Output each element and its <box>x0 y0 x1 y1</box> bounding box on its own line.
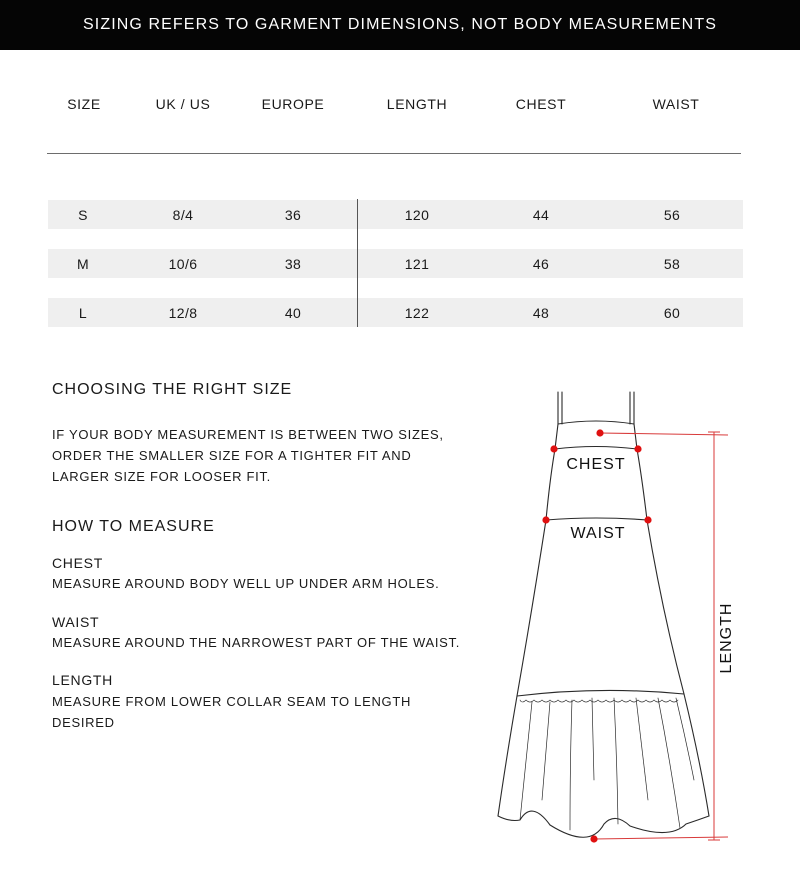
cell-size: M <box>76 256 90 272</box>
collar-marker <box>596 429 603 436</box>
header-chest: CHEST <box>515 96 567 112</box>
length-line: DESIRED <box>52 715 115 730</box>
table-row <box>48 200 743 229</box>
chest-title: CHEST <box>52 555 103 571</box>
cell-uk-us: 10/6 <box>168 256 198 272</box>
chest-left-marker <box>550 445 557 452</box>
chest-label: CHEST <box>566 456 626 473</box>
header-uk-us: UK / US <box>155 96 211 112</box>
choosing-line: ORDER THE SMALLER SIZE FOR A TIGHTER FIT AND <box>52 448 412 463</box>
chest-line: MEASURE AROUND BODY WELL UP UNDER ARM HOLES. <box>52 576 440 591</box>
cell-chest: 46 <box>532 256 550 272</box>
length-bottom-guide <box>594 837 728 839</box>
cell-length: 121 <box>404 256 430 272</box>
chest-description <box>52 573 439 594</box>
waist-description <box>52 632 460 653</box>
header-europe: EUROPE <box>261 96 325 112</box>
choosing-heading: CHOOSING THE RIGHT SIZE <box>52 381 293 398</box>
waist-label: WAIST <box>570 525 626 542</box>
table-row <box>48 249 743 278</box>
length-description <box>52 691 411 733</box>
waist-title: WAIST <box>52 614 100 630</box>
header-length: LENGTH <box>386 96 448 112</box>
choosing-line: LARGER SIZE FOR LOOSER FIT. <box>52 469 271 484</box>
cell-europe: 40 <box>284 305 302 321</box>
left-strap <box>558 392 562 424</box>
how-to-measure-heading: HOW TO MEASURE <box>52 518 215 535</box>
length-title: LENGTH <box>52 672 113 688</box>
cell-size: S <box>78 207 88 223</box>
cell-length: 122 <box>404 305 430 321</box>
cell-chest: 44 <box>532 207 550 223</box>
waist-right-marker <box>644 516 651 523</box>
cell-waist: 58 <box>663 256 681 272</box>
length-line: MEASURE FROM LOWER COLLAR SEAM TO LENGTH <box>52 694 412 709</box>
top-banner <box>0 0 800 50</box>
choosing-line: IF YOUR BODY MEASUREMENT IS BETWEEN TWO SIZES, <box>52 427 444 442</box>
choosing-text <box>52 424 444 487</box>
cell-europe: 38 <box>284 256 302 272</box>
dress-illustration <box>480 380 750 850</box>
waist-line: MEASURE AROUND THE NARROWEST PART OF THE WAIST. <box>52 635 461 650</box>
hem-marker <box>590 835 597 842</box>
banner-text: SIZING REFERS TO GARMENT DIMENSIONS, NOT BODY MEASUREMENTS <box>83 16 717 33</box>
column-separator <box>357 199 358 327</box>
table-row <box>48 298 743 327</box>
waist-left-marker <box>542 516 549 523</box>
cell-size: L <box>78 305 88 321</box>
header-waist: WAIST <box>652 96 700 112</box>
cell-waist: 56 <box>663 207 681 223</box>
right-strap <box>630 392 634 424</box>
chest-right-marker <box>634 445 641 452</box>
header-size: SIZE <box>67 96 101 112</box>
length-top-guide <box>600 433 728 435</box>
cell-waist: 60 <box>663 305 681 321</box>
length-label: LENGTH <box>718 602 735 674</box>
cell-europe: 36 <box>284 207 302 223</box>
header-divider <box>47 153 741 154</box>
cell-uk-us: 8/4 <box>172 207 194 223</box>
cell-uk-us: 12/8 <box>168 305 198 321</box>
cell-length: 120 <box>404 207 430 223</box>
cell-chest: 48 <box>532 305 550 321</box>
